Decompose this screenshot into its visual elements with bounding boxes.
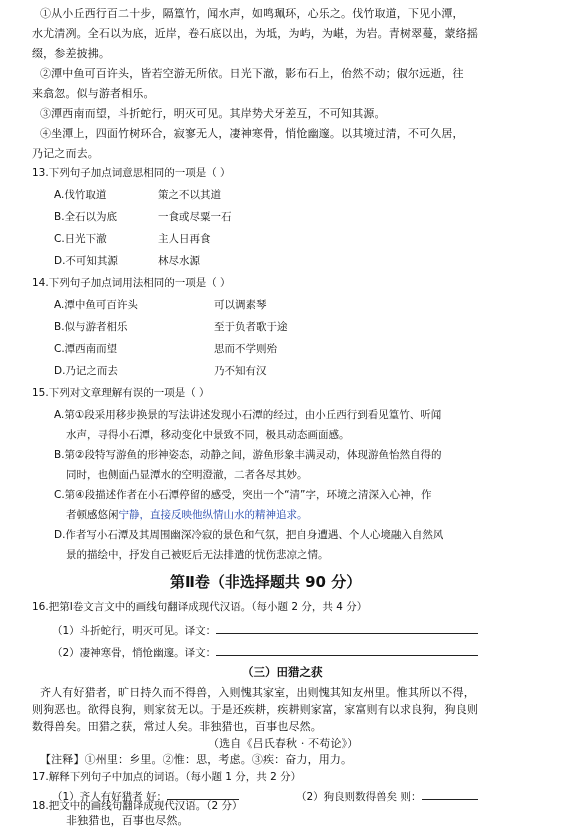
passage-p1-line2: 水尤清冽。全石以为底，近岸，卷石底以出，为坻，为屿，为嵁，为岩。青树翠蔓，蒙络摇 — [32, 27, 478, 40]
q16-item1-answer-line[interactable] — [216, 622, 478, 634]
q14-option-c-right: 思而不学则殆 — [214, 343, 277, 355]
q15-option-d-line2: 景的描绘中，抒发自己被贬后无法排遣的忧伤悲凉之情。 — [66, 549, 329, 561]
q14-option-b-right: 至于负者歌于途 — [214, 321, 288, 333]
passage-p4-line2: 乃记之而去。 — [32, 147, 99, 160]
passage3-notes: 【注释】①州里：乡里。②惟：思，考虑。③疾：奋力，用力。 — [40, 753, 353, 766]
q17-item1-text: （1）齐人有好猎者 好： — [52, 791, 168, 803]
q13-option-c-left: C.日光下澈 — [54, 233, 107, 245]
passage3-line1: 齐人有好猎者，旷日持久而不得兽，入则愧其家室，出则愧其知友州里。惟其所以不得， — [40, 686, 475, 699]
q16-item1 — [52, 622, 478, 639]
q15-option-a-line1: A.第①段采用移步换景的写法讲述发现小石潭的经过，由小丘西行到看见篁竹、听闻 — [54, 409, 442, 421]
q15-option-d-line1: D.作者写小石潭及其周围幽深冷寂的景色和气氛，把自身遭遇、个人心境融入自然风 — [54, 529, 444, 541]
q15-c2-part2: 宁静，直接反映他纵情山水的精神追求。 — [118, 509, 308, 521]
q14-stem: 14.下列句子加点词用法相同的一项是（ ） — [32, 277, 231, 289]
passage3-line2: 则狗恶也。欲得良狗，则家贫无以。于是还疾耕，疾耕则家富，家富则有以求良狗，狗良则 — [32, 703, 478, 716]
q13-option-a-right: 策之不以其道 — [158, 189, 221, 201]
q13-option-d-left: D.不可知其源 — [54, 255, 118, 267]
q17-item2-answer-line[interactable] — [422, 788, 478, 800]
q17-item2-text: （2）狗良则数得兽矣 则： — [296, 791, 422, 803]
passage3-source: （选自《吕氏春秋 · 不苟论》） — [208, 737, 359, 750]
q15-option-c-line1: C.第④段描述作者在小石潭停留的感受，突出一个“清”字，环境之清深入心神，作 — [54, 489, 432, 501]
q16-item2-text: （2）凄神寒骨，悄怆幽邃。译文： — [52, 647, 217, 659]
q15-stem: 15.下列对文章理解有误的一项是（ ） — [32, 387, 210, 399]
q14-option-b-left: B.似与游者相乐 — [54, 321, 128, 333]
q16-item2-answer-line[interactable] — [216, 644, 478, 656]
passage-p1-line3: 缀，参差披拂。 — [32, 47, 111, 60]
q16-item2 — [52, 644, 478, 661]
q14-option-d-right: 乃不知有汉 — [214, 365, 267, 377]
q16-stem: 16.把第Ⅰ卷文言文中的画线句翻译成现代汉语。（每小题 2 分，共 4 分） — [32, 601, 368, 613]
q15-c2-part1: 者顿感悠闲 — [66, 509, 119, 521]
q14-option-c-left: C.潭西南而望 — [54, 343, 118, 355]
q15-option-b-line1: B.第②段特写游鱼的形神姿态，动静之间，游鱼形象丰满灵动，体现游鱼怡然自得的 — [54, 449, 442, 461]
q13-option-c-right: 主人日再食 — [158, 233, 211, 245]
q14-option-d-left: D.乃记之而去 — [54, 365, 118, 377]
q18-stem: 18.把文中的画线句翻译成现代汉语。（2 分） — [32, 800, 243, 812]
q15-option-c-line2 — [66, 508, 308, 523]
q14-option-a-left: A.潭中鱼可百许头 — [54, 299, 138, 311]
passage-p3-line1: ③潭西南而望，斗折蛇行，明灭可见。其岸势犬牙差互，不可知其源。 — [40, 107, 386, 120]
q16-item1-text: （1）斗折蛇行，明灭可见。译文： — [52, 625, 217, 637]
passage3-line3: 数得兽矣。田猎之获，常过人矣。非独猎也，百事也尽然。 — [32, 720, 322, 733]
q17-stem: 17.解释下列句子中加点的词语。（每小题 1 分，共 2 分） — [32, 771, 302, 783]
q13-option-a-left: A.伐竹取道 — [54, 189, 107, 201]
q13-option-d-right: 林尽水源 — [158, 255, 200, 267]
passage3-title: （三）田猎之获 — [242, 665, 323, 679]
q18-sentence: 非独猎也，百事也尽然。 — [66, 814, 189, 827]
passage-p1-line1: ①从小丘西行百二十步，隔篁竹，闻水声，如鸣珮环，心乐之。伐竹取道，下见小潭， — [40, 7, 464, 20]
q13-stem: 13.下列句子加点词意思相同的一项是（ ） — [32, 167, 231, 179]
q15-option-b-line2: 同时，也侧面凸显潭水的空明澄澈，二者各尽其妙。 — [66, 469, 308, 481]
passage-p4-line1: ④坐潭上，四面竹树环合，寂寥无人，凄神寒骨，悄怆幽邃。以其境过清，不可久居， — [40, 127, 464, 140]
q17-item2 — [296, 788, 478, 805]
q14-option-a-right: 可以调素琴 — [214, 299, 267, 311]
passage-p2-line1: ②潭中鱼可百许头，皆若空游无所依。日光下澈，影布石上，佁然不动；俶尔远逝，往 — [40, 67, 464, 80]
q15-option-a-line2: 水声，寻得小石潭，移动变化中景致不同，极具动态画面感。 — [66, 429, 350, 441]
q13-option-b-left: B.全石以为底 — [54, 211, 118, 223]
section-2-title: 第Ⅱ卷（非选择题共 90 分） — [170, 573, 362, 591]
passage-p2-line2: 来翕忽。似与游者相乐。 — [32, 87, 155, 100]
q13-option-b-right: 一食或尽粟一石 — [158, 211, 232, 223]
